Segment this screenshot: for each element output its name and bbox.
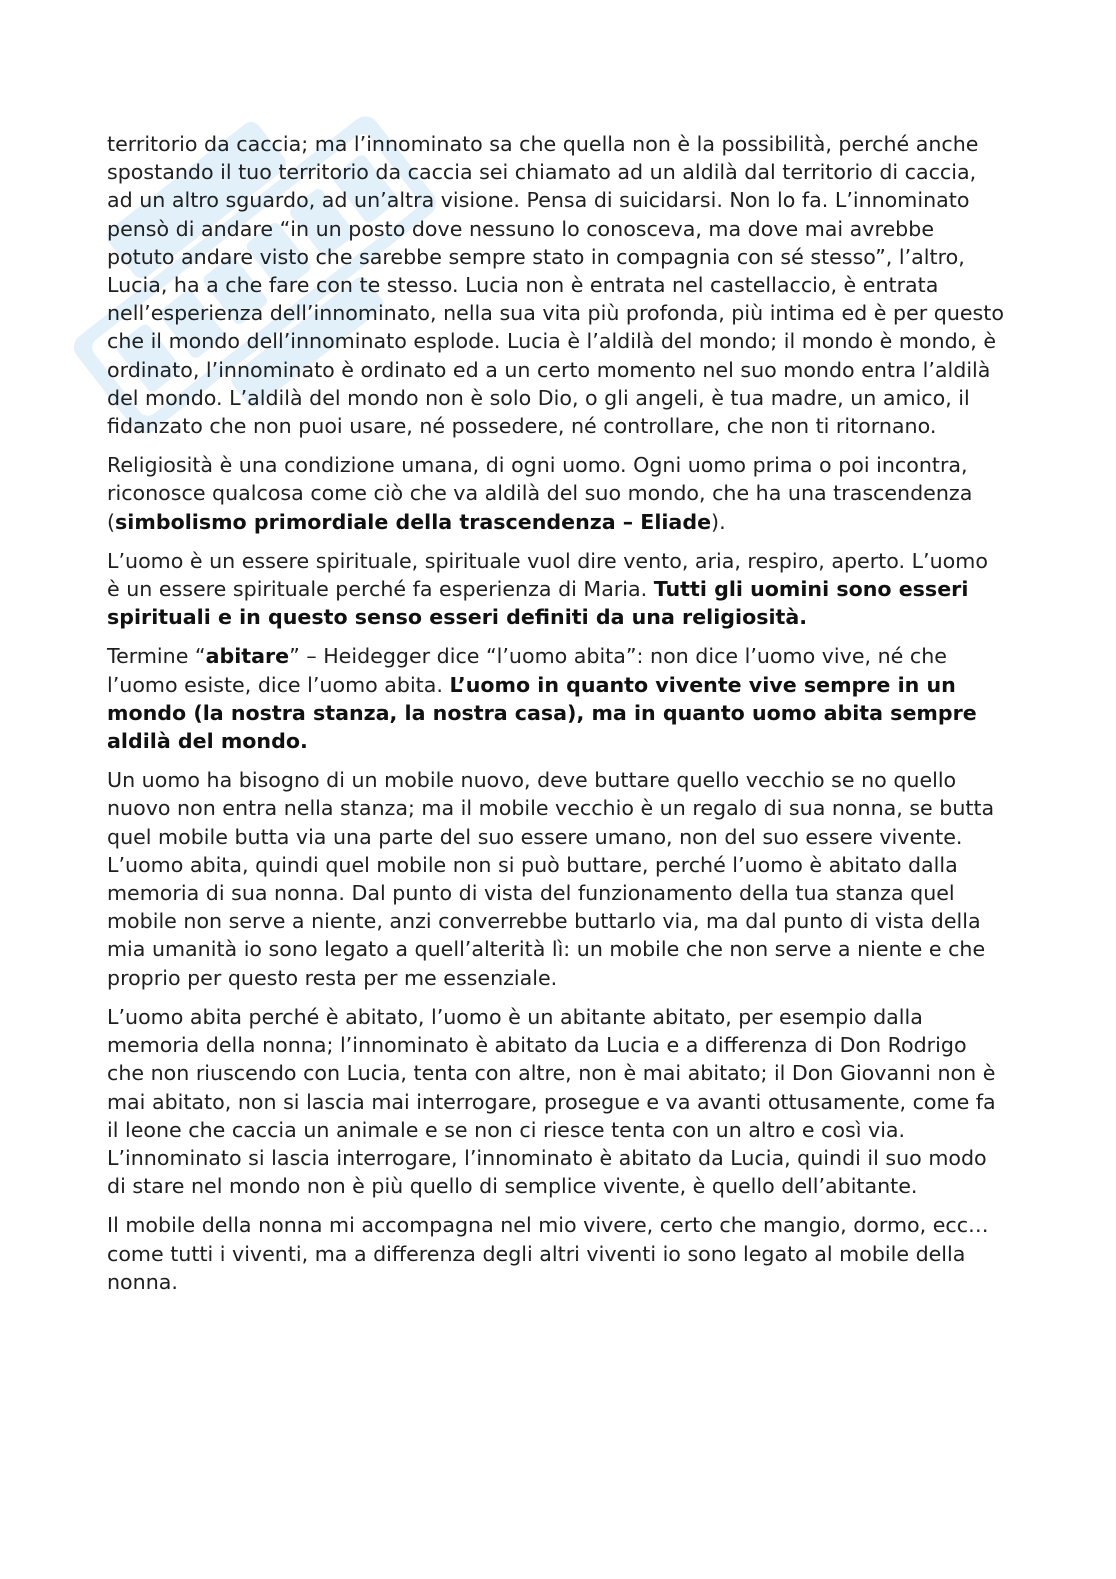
bold-text: Tutti gli uomini sono esseri spirituali e in questo senso esseri definiti da una religiosità.	[107, 577, 969, 630]
paragraph	[107, 451, 1007, 536]
text-run: L’uomo è un essere spirituale, spirituale vuol dire vento, aria, respiro, aperto. L’uomo è un essere spirituale perché fa esperienza di Maria.	[107, 548, 988, 602]
text-run: Il mobile della nonna mi accompagna nel mio vivere, certo che mangio, dormo, ecc… come tutti i viventi, ma a differenza degli altri viventi io sono legato al mobile della nonna.	[107, 1213, 989, 1294]
paragraph	[107, 130, 1007, 440]
text-run: ” – Heidegger dice “l’uomo abita”: non dice l’uomo vive, né che l’uomo esiste, dice l’uomo abita.	[107, 644, 947, 697]
text-run: ).	[711, 509, 726, 534]
text-run: Religiosità è una condizione umana, di ogni uomo. Ogni uomo prima o poi incontra, riconosce qualcosa come ciò che va aldilà del suo mondo, che ha una trascendenza (	[107, 453, 973, 534]
paragraph	[107, 1003, 1007, 1200]
paragraph	[107, 766, 1007, 992]
text-run: Termine “	[107, 644, 206, 669]
bold-text: simbolismo primordiale della trascendenza – Eliade	[115, 509, 712, 534]
text-run: Un uomo ha bisogno di un mobile nuovo, deve buttare quello vecchio se no quello nuovo non entra nella stanza; ma il mobile vecchio è un regalo di sua nonna, se butta quel mobile butta via una parte del suo essere umano, non del suo essere vivente. L’uomo abita, quindi quel mobile non si può buttare, perché l’uomo è abitato dalla memoria di sua nonna. Dal punto di vista del funzionamento della tua stanza quel mobile non serve a niente, anzi converrebbe buttarlo via, ma dal punto di vista della mia umanità io sono legato a quell’alterità lì: un mobile che non serve a niente e che proprio per questo resta per me essenziale.	[107, 768, 995, 990]
text-run: L’uomo abita perché è abitato, l’uomo è un abitante abitato, per esempio dalla memoria della nonna; l’innominato è abitato da Lucia e a differenza di Don Rodrigo che non riuscendo con Lucia, tenta con altre, non è mai abitato; il Don Giovanni non è mai abitato, non si lascia mai interrogare, prosegue e va avanti ottusamente, come fa il leone che caccia un animale e se non ci riesce tenta con un altro e così via. L’innominato si lascia interrogare, l’innominato è abitato da Lucia, quindi il suo modo di stare nel mondo non è più quello di semplice vivente, è quello dell’abitante.	[107, 1004, 996, 1199]
paragraph	[107, 642, 1007, 755]
bold-text: abitare	[205, 644, 290, 669]
bold-text: L’uomo in quanto vivente vive sempre in un mondo (la nostra stanza, la nostra casa), ma in quanto uomo abita sempre aldilà del mondo.	[107, 672, 977, 754]
document-body	[107, 130, 1007, 1307]
paragraph	[107, 547, 1007, 632]
paragraph	[107, 1211, 1007, 1296]
text-run: territorio da caccia; ma l’innominato sa che quella non è la possibilità, perché anche spostando il tuo territorio da caccia sei chiamato ad un aldilà dal territorio di caccia, ad un altro sguardo, ad un’altra visione. Pensa di suicidarsi. Non lo fa. L’innominato pensò di andare “in un posto dove nessuno lo conosceva, ma dove mai avrebbe potuto andare visto che sarebbe sempre stato in compagnia con sé stesso”, l’altro, Lucia, ha a che fare con te stesso. Lucia non è entrata nel castellaccio, è entrata nell’esperienza dell’innominato, nella sua vita più profonda, più intima ed è per questo che il mondo dell’innominato esplode. Lucia è l’aldilà del mondo; il mondo è mondo, è ordinato, l’innominato è ordinato ed a un certo momento nel suo mondo entra l’aldilà del mondo. L’aldilà del mondo non è solo Dio, o gli angeli, è tua madre, un amico, il fidanzato che non puoi usare, né possedere, né controllare, che non ti ritornano.	[107, 132, 1004, 439]
